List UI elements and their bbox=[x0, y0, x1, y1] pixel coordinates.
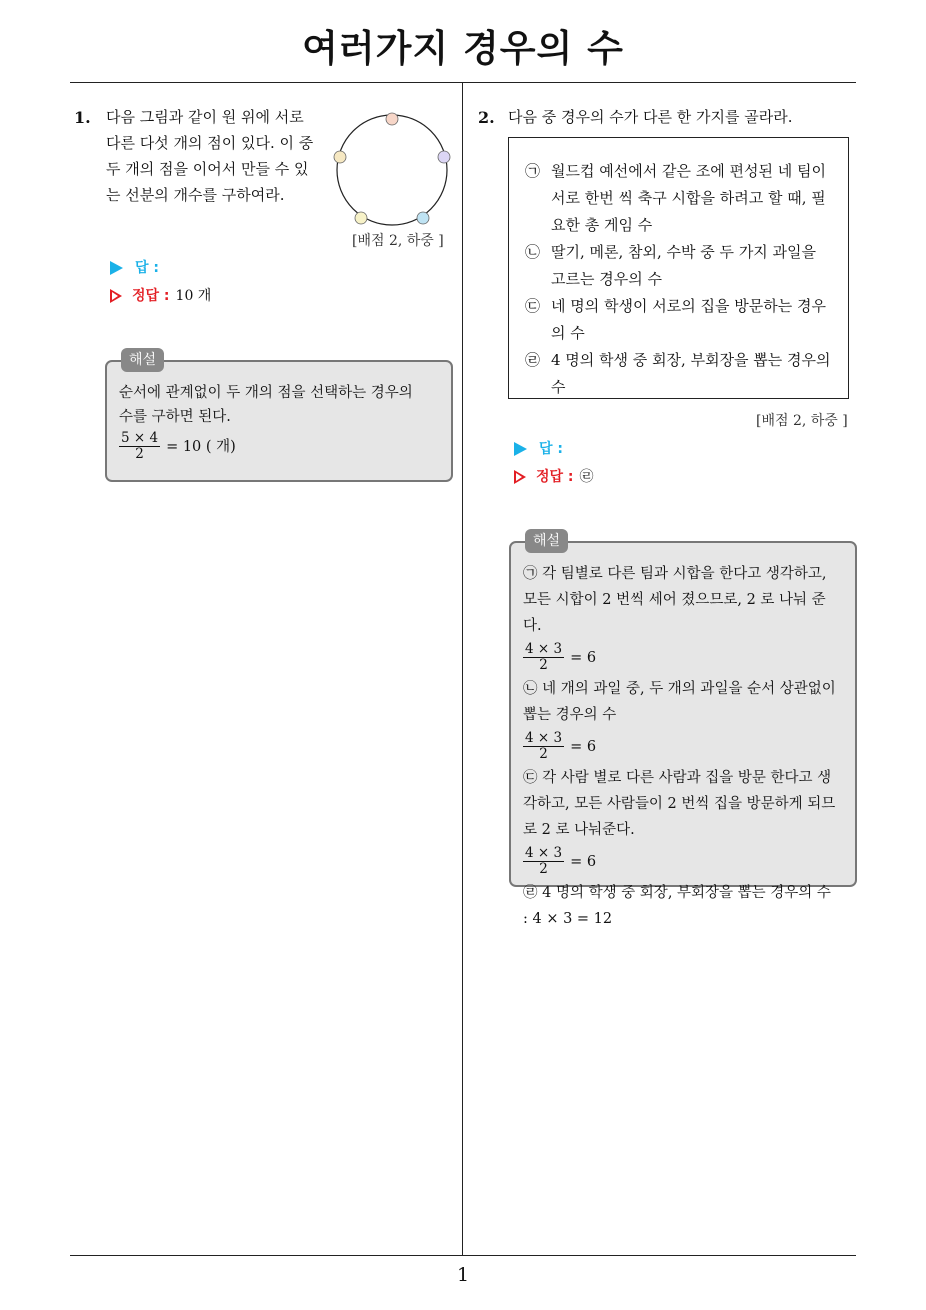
q2-fraction-equation bbox=[523, 640, 843, 675]
figure-point bbox=[438, 151, 450, 163]
q1-explanation-result: = 10 ( 개) bbox=[166, 438, 236, 455]
q2-explanation-result: : 4 × 3 = 12 bbox=[523, 911, 613, 927]
q1-text-line: 다음 그림과 같이 원 위에 서로 bbox=[106, 108, 304, 126]
q2-explanation-tag: 해설 bbox=[525, 529, 568, 553]
q1-text bbox=[106, 104, 321, 208]
q1-answer-label: 답 : bbox=[135, 260, 159, 276]
choice-marker: ㉡ bbox=[525, 243, 541, 261]
fraction-denominator: 2 bbox=[539, 861, 548, 877]
equation-result: = 6 bbox=[570, 738, 597, 755]
choice-marker: ㉢ bbox=[525, 297, 541, 315]
q2-answer-label: 답 : bbox=[539, 441, 563, 457]
q2-text: 다음 중 경우의 수가 다른 한 가지를 골라라. bbox=[508, 108, 793, 126]
q1-answer-row bbox=[110, 257, 159, 277]
outline-triangle-icon bbox=[110, 289, 122, 303]
figure-point bbox=[417, 212, 429, 224]
play-triangle-icon bbox=[110, 261, 123, 275]
q1-text-line: 는 선분의 개수를 구하여라. bbox=[106, 186, 285, 204]
q1-text-line: 두 개의 점을 이어서 만들 수 있 bbox=[106, 160, 309, 178]
q2-explanation-text: ㉣ 4 명의 학생 중 회장, 부회장을 뽑는 경우의 수 bbox=[523, 885, 831, 901]
q1-explanation-tag: 해설 bbox=[121, 348, 164, 372]
fraction-numerator: 4 × 3 bbox=[525, 641, 563, 657]
choice-text: 4 명의 학생 중 회장, 부회장을 뽑는 경우의 수 bbox=[551, 351, 831, 396]
bottom-rule bbox=[70, 1255, 856, 1256]
choice-marker: ㉣ bbox=[525, 351, 541, 369]
q2-choice bbox=[525, 158, 834, 239]
fraction bbox=[523, 731, 564, 762]
column-divider bbox=[462, 83, 463, 1256]
q2-choice bbox=[525, 347, 834, 401]
q2-explanation-text: ㉠ 각 팀별로 다른 팀과 시합을 한다고 생각하고, 모든 시합이 2 번씩 세어 졌으므로, 2 로 나눠 준다. bbox=[523, 566, 827, 634]
q2-fraction-equation bbox=[523, 844, 843, 879]
figure-point bbox=[386, 113, 398, 125]
q1-correct-row bbox=[110, 285, 211, 305]
q1-explanation-line: 순서에 관계없이 두 개의 점을 선택하는 경우의 bbox=[119, 385, 413, 401]
top-rule bbox=[70, 82, 856, 83]
play-triangle-icon bbox=[514, 442, 527, 456]
choice-text: 월드컵 예선에서 같은 조에 편성된 네 팀이 서로 한번 씩 축구 시합을 하려고 할 때, 필요한 총 게임 수 bbox=[551, 162, 826, 234]
choice-marker: ㉠ bbox=[525, 162, 541, 180]
fraction-denominator: 2 bbox=[135, 446, 144, 462]
q1-fraction-equation bbox=[119, 429, 439, 464]
q2-explanation-box bbox=[509, 533, 857, 927]
q2-score: [배점 2, 하중 ] bbox=[756, 413, 848, 429]
q2-choice bbox=[525, 293, 834, 347]
q1-correct-label: 정답 : bbox=[132, 288, 170, 304]
q1-text-line: 다른 다섯 개의 점이 있다. 이 중 bbox=[106, 134, 314, 152]
outline-triangle-icon bbox=[514, 470, 526, 484]
q2-explanation-text: ㉡ 네 개의 과일 중, 두 개의 과일을 순서 상관없이 뽑는 경우의 수 bbox=[523, 681, 836, 723]
fraction-denominator: 2 bbox=[539, 657, 548, 673]
circle-figure bbox=[330, 110, 454, 228]
page-title: 여러가지 경우의 수 bbox=[302, 27, 624, 70]
fraction-numerator: 5 × 4 bbox=[121, 430, 159, 446]
figure-point bbox=[355, 212, 367, 224]
equation-result: = 6 bbox=[570, 649, 597, 666]
fraction-denominator: 2 bbox=[539, 746, 548, 762]
fraction bbox=[119, 431, 160, 462]
q2-fraction-equation bbox=[523, 729, 843, 764]
choice-text: 딸기, 메론, 참외, 수박 중 두 가지 과일을 고르는 경우의 수 bbox=[551, 243, 817, 288]
fraction-numerator: 4 × 3 bbox=[525, 845, 563, 861]
page-number: 1 bbox=[456, 1264, 470, 1286]
equation-result: = 6 bbox=[570, 853, 597, 870]
q2-correct-label: 정답 : bbox=[536, 469, 574, 485]
figure-circle bbox=[337, 115, 447, 225]
fraction bbox=[523, 846, 564, 877]
choice-text: 네 명의 학생이 서로의 집을 방문하는 경우의 수 bbox=[551, 297, 826, 342]
q1-correct-value: 10 개 bbox=[175, 288, 212, 304]
q2-explanation-text: ㉢ 각 사람 별로 다른 사람과 집을 방문 한다고 생각하고, 모든 사람들이 2 번씩 집을 방문하게 되므로 2 로 나눠준다. bbox=[523, 770, 836, 838]
q2-correct-value: ㉣ bbox=[579, 469, 594, 485]
fraction-numerator: 4 × 3 bbox=[525, 730, 563, 746]
q1-explanation-box bbox=[105, 352, 453, 482]
q2-number: 2. bbox=[478, 108, 495, 127]
q1-score: [배점 2, 하중 ] bbox=[352, 233, 444, 249]
q2-choice bbox=[525, 239, 834, 293]
q1-number: 1. bbox=[74, 108, 91, 127]
q2-answer-row bbox=[514, 438, 563, 458]
q2-correct-row bbox=[514, 466, 594, 486]
q2-choices-box bbox=[508, 137, 849, 399]
q1-explanation-line: 수를 구하면 된다. bbox=[119, 409, 231, 425]
fraction bbox=[523, 642, 564, 673]
figure-point bbox=[334, 151, 346, 163]
